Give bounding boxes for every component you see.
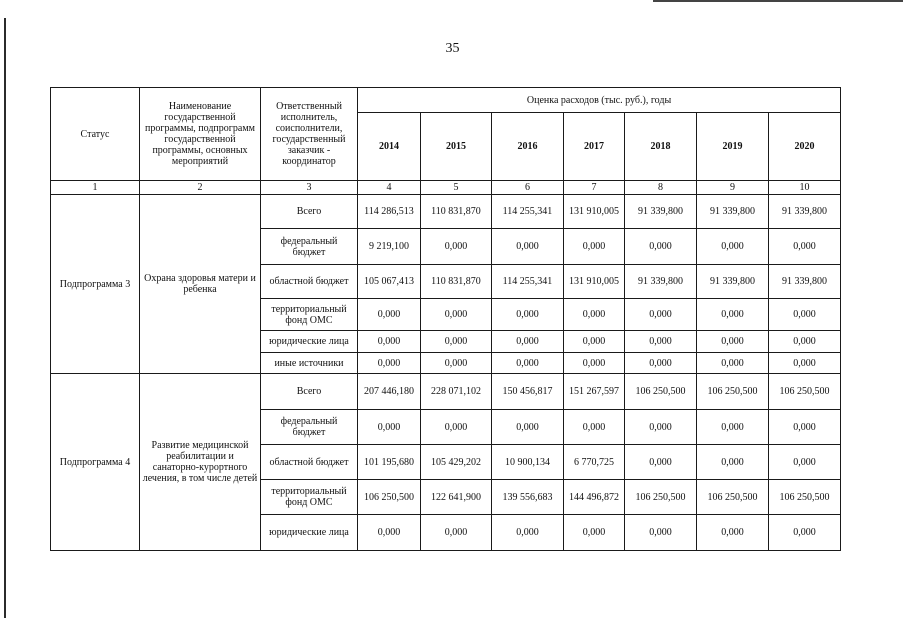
funding-source: областной бюджет <box>261 265 358 299</box>
funding-source: федеральный бюджет <box>261 229 358 265</box>
value-cell: 0,000 <box>358 331 421 353</box>
value-cell: 0,000 <box>421 331 492 353</box>
value-cell: 0,000 <box>421 515 492 551</box>
value-cell: 114 255,341 <box>492 195 564 229</box>
funding-source: областной бюджет <box>261 445 358 480</box>
value-cell: 0,000 <box>697 299 769 331</box>
value-cell: 0,000 <box>492 331 564 353</box>
header-year: 2017 <box>564 113 625 181</box>
value-cell: 0,000 <box>564 331 625 353</box>
budget-table <box>50 87 841 551</box>
value-cell: 0,000 <box>625 445 697 480</box>
column-number: 3 <box>261 181 358 195</box>
value-cell: 0,000 <box>769 331 841 353</box>
value-cell: 106 250,500 <box>625 374 697 410</box>
group-status: Подпрограмма 3 <box>51 195 140 374</box>
value-cell: 131 910,005 <box>564 195 625 229</box>
value-cell: 0,000 <box>625 331 697 353</box>
funding-source: юридические лица <box>261 515 358 551</box>
funding-source: юридические лица <box>261 331 358 353</box>
group-name: Охрана здоровья матери и ребенка <box>140 195 261 374</box>
value-cell: 0,000 <box>769 515 841 551</box>
table-row <box>51 374 841 410</box>
header-year: 2016 <box>492 113 564 181</box>
value-cell: 0,000 <box>358 515 421 551</box>
table-row <box>51 195 841 229</box>
value-cell: 0,000 <box>697 229 769 265</box>
page-number: 35 <box>445 41 460 56</box>
header-costs: Оценка расходов (тыс. руб.), годы <box>358 88 841 113</box>
column-number: 4 <box>358 181 421 195</box>
value-cell: 228 071,102 <box>421 374 492 410</box>
value-cell: 114 255,341 <box>492 265 564 299</box>
header-year: 2015 <box>421 113 492 181</box>
column-number: 6 <box>492 181 564 195</box>
value-cell: 110 831,870 <box>421 265 492 299</box>
funding-source: Всего <box>261 195 358 229</box>
value-cell: 106 250,500 <box>358 480 421 515</box>
column-number: 7 <box>564 181 625 195</box>
funding-source: иные источники <box>261 353 358 374</box>
value-cell: 106 250,500 <box>697 374 769 410</box>
column-number: 8 <box>625 181 697 195</box>
value-cell: 0,000 <box>358 299 421 331</box>
value-cell: 0,000 <box>769 445 841 480</box>
value-cell: 0,000 <box>697 331 769 353</box>
value-cell: 91 339,800 <box>697 195 769 229</box>
value-cell: 91 339,800 <box>697 265 769 299</box>
value-cell: 0,000 <box>625 229 697 265</box>
value-cell: 0,000 <box>492 410 564 445</box>
value-cell: 0,000 <box>358 410 421 445</box>
value-cell: 0,000 <box>492 515 564 551</box>
value-cell: 144 496,872 <box>564 480 625 515</box>
value-cell: 114 286,513 <box>358 195 421 229</box>
value-cell: 10 900,134 <box>492 445 564 480</box>
value-cell: 0,000 <box>697 410 769 445</box>
value-cell: 0,000 <box>769 299 841 331</box>
header-year: 2014 <box>358 113 421 181</box>
value-cell: 0,000 <box>625 515 697 551</box>
header-year: 2020 <box>769 113 841 181</box>
value-cell: 9 219,100 <box>358 229 421 265</box>
value-cell: 0,000 <box>769 229 841 265</box>
group-name: Развитие медицинской реабилитации и санаторно-курортного лечения, в том числе детей <box>140 374 261 551</box>
value-cell: 0,000 <box>697 515 769 551</box>
value-cell: 122 641,900 <box>421 480 492 515</box>
value-cell: 105 067,413 <box>358 265 421 299</box>
column-number: 10 <box>769 181 841 195</box>
value-cell: 106 250,500 <box>769 374 841 410</box>
value-cell: 0,000 <box>625 353 697 374</box>
value-cell: 0,000 <box>564 229 625 265</box>
funding-source: территориальный фонд ОМС <box>261 299 358 331</box>
value-cell: 0,000 <box>769 410 841 445</box>
scan-left-edge <box>4 18 6 618</box>
value-cell: 106 250,500 <box>625 480 697 515</box>
column-number: 9 <box>697 181 769 195</box>
value-cell: 0,000 <box>697 445 769 480</box>
header-executor: Ответственный исполнитель, соисполнители, государственный заказчик - координатор <box>261 88 358 181</box>
value-cell: 0,000 <box>625 410 697 445</box>
column-number: 2 <box>140 181 261 195</box>
value-cell: 101 195,680 <box>358 445 421 480</box>
value-cell: 91 339,800 <box>625 265 697 299</box>
value-cell: 0,000 <box>564 515 625 551</box>
value-cell: 91 339,800 <box>769 195 841 229</box>
value-cell: 0,000 <box>421 299 492 331</box>
funding-source: федеральный бюджет <box>261 410 358 445</box>
column-number: 1 <box>51 181 140 195</box>
value-cell: 151 267,597 <box>564 374 625 410</box>
value-cell: 0,000 <box>358 353 421 374</box>
scan-top-mark <box>653 0 903 2</box>
column-number: 5 <box>421 181 492 195</box>
value-cell: 139 556,683 <box>492 480 564 515</box>
value-cell: 106 250,500 <box>697 480 769 515</box>
value-cell: 0,000 <box>421 410 492 445</box>
header-status: Статус <box>51 88 140 181</box>
header-name: Наименование государственной программы, подпрограмм государственной программы, основных мероприятий <box>140 88 261 181</box>
funding-source: Всего <box>261 374 358 410</box>
value-cell: 0,000 <box>769 353 841 374</box>
column-number-row <box>51 181 841 195</box>
value-cell: 106 250,500 <box>769 480 841 515</box>
value-cell: 0,000 <box>421 229 492 265</box>
value-cell: 91 339,800 <box>625 195 697 229</box>
value-cell: 0,000 <box>492 229 564 265</box>
value-cell: 0,000 <box>625 299 697 331</box>
value-cell: 0,000 <box>564 299 625 331</box>
value-cell: 0,000 <box>564 353 625 374</box>
group-status: Подпрограмма 4 <box>51 374 140 551</box>
value-cell: 105 429,202 <box>421 445 492 480</box>
value-cell: 0,000 <box>492 353 564 374</box>
value-cell: 0,000 <box>697 353 769 374</box>
header-year: 2019 <box>697 113 769 181</box>
funding-source: территориальный фонд ОМС <box>261 480 358 515</box>
value-cell: 91 339,800 <box>769 265 841 299</box>
value-cell: 207 446,180 <box>358 374 421 410</box>
value-cell: 110 831,870 <box>421 195 492 229</box>
header-year: 2018 <box>625 113 697 181</box>
value-cell: 0,000 <box>564 410 625 445</box>
value-cell: 0,000 <box>492 299 564 331</box>
value-cell: 6 770,725 <box>564 445 625 480</box>
value-cell: 150 456,817 <box>492 374 564 410</box>
value-cell: 131 910,005 <box>564 265 625 299</box>
value-cell: 0,000 <box>421 353 492 374</box>
